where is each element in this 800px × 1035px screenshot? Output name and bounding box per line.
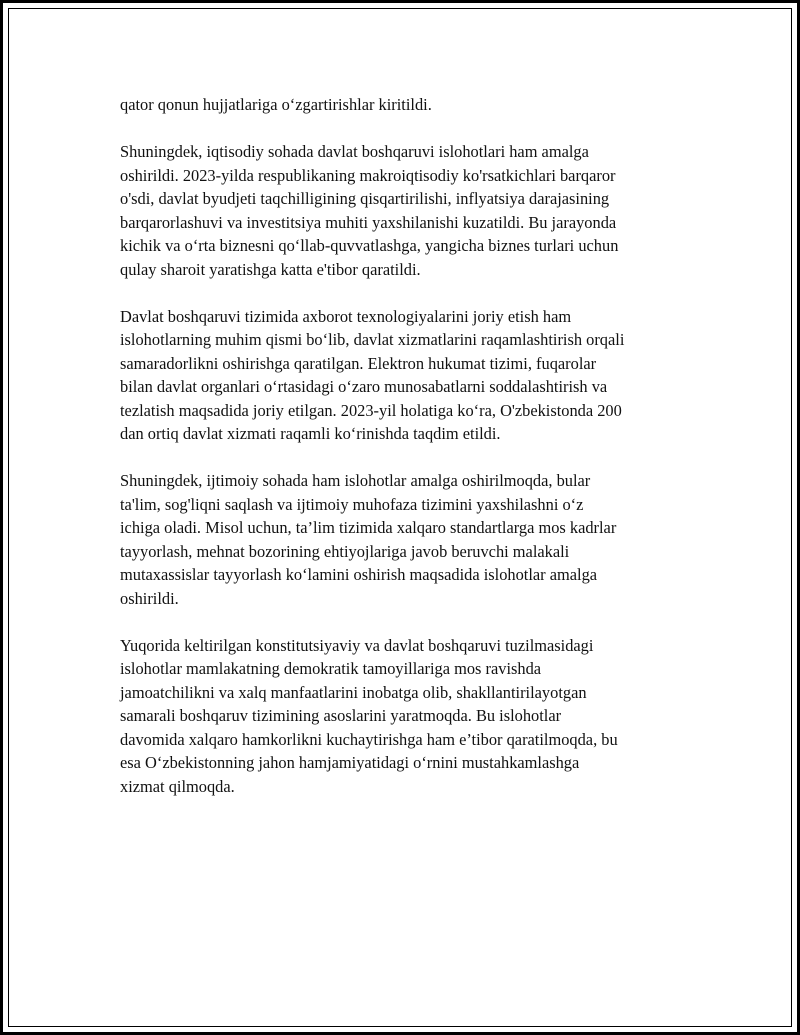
paragraph-3: Davlat boshqaruvi tizimida axborot texnologiyalarini joriy etish ham islohotlarning muhim qismi bo‘lib, davlat xizmatlarini raqamlashtirish orqali samaradorlikni oshirishga qaratilgan. Elektron hukumat tizimi, fuqarolar bilan davlat organlari o‘rtasidagi o‘zaro munosabatlarni soddalashtirish va tezlatish maqsadida joriy etilgan. 2023-yil holatiga ko‘ra, O'zbekistonda 200 dan ortiq davlat xizmati raqamli ko‘rinishda taqdim etildi. <box>120 306 625 443</box>
document-body <box>120 93 702 822</box>
paragraph-5: Yuqorida keltirilgan konstitutsiyaviy va davlat boshqaruvi tuzilmasidagi islohotlar mamlakatning demokratik tamoyillariga mos ravishda jamoatchilikni va xalq manfaatlarini inobatga olib, shakllantirilayotgan samarali boshqaruv tizimining asoslarini yaratmoqda. Bu islohotlar davomida xalqaro hamkorlikni kuchaytirishga ham e’tibor qaratilmoqda, bu esa O‘zbekistonning jahon hamjamiyatidagi o‘rnini mustahkamlashga xizmat qilmoqda. <box>120 635 618 796</box>
paragraph-1: qator qonun hujjatlariga o‘zgartirishlar kiritildi. <box>120 95 432 114</box>
paragraph-4: Shuningdek, ijtimoiy sohada ham islohotlar amalga oshirilmoqda, bular ta'lim, sog'liqni saqlash va ijtimoiy muhofaza tizimini yaxshilashni o‘z ichiga oladi. Misol uchun, ta’lim tizimida xalqaro standartlarga mos kadrlar tayyorlash, mehnat bozorining ehtiyojlariga javob beruvchi malakali mutaxassislar tayyorlash ko‘lamini oshirish maqsadida islohotlar amalga oshirildi. <box>120 471 617 608</box>
paragraph-2: Shuningdek, iqtisodiy sohada davlat boshqaruvi islohotlari ham amalga oshirildi. 2023-yilda respublikaning makroiqtisodiy ko'rsatkichlari barqaror o'sdi, davlat byudjeti taqchilligining qisqartirilishi, inflyatsiya darajasining barqarorlashuvi va investitsiya muhiti yaxshilanishi kuzatildi. Bu jarayonda kichik va o‘rta biznesni qo‘llab-quvvatlashga, yangicha biznes turlari uchun qulay sharoit yaratishga katta e'tibor qaratildi. <box>120 142 619 279</box>
